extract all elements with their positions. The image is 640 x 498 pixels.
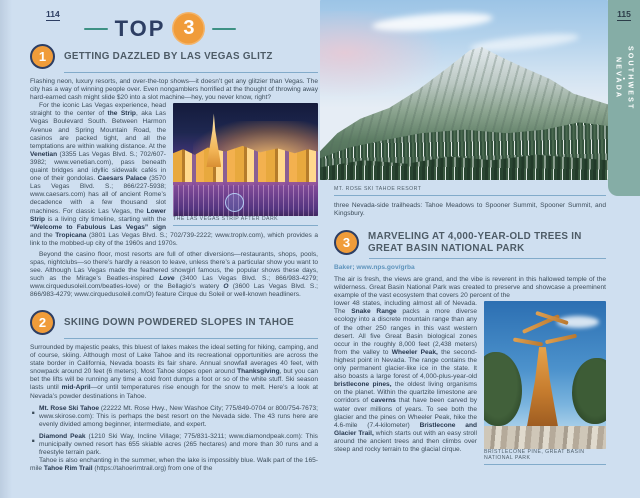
great-basin-location-link: Baker; www.nps.gov/grba — [334, 264, 415, 271]
top3-logo — [0, 12, 320, 45]
section-1-closing-paragraph: Beyond the casino floor, most resorts are full of other diversions—restaurants, shops, pools, spas, nightclubs—so there’s hardly a reason to leave, unless there’s a particular show you want to see. Although Las Vegas made the feathered showgirl famous, the popular shows these days, such as the Mirage’s Beatles-inspired Love (3400 Las Vegas Blvd. S.; 866/983-4279; www.cirquedusoleil.com/beatles-love) or the Bellagio’s watery O (3600 Las Vegas Blvd. S.; 866/983-4279; www.cirquedusoleil.com/O) feature Cirque du Soleil or well-known headliners. — [30, 250, 319, 299]
bullet-marker: · — [31, 404, 37, 422]
chapter-state-label: NEVADA — [614, 57, 622, 100]
tree-branch-shape — [513, 337, 543, 346]
section-2-title: SKIING DOWN POWDERED SLOPES IN TAHOE — [64, 316, 294, 328]
green-pine-left-shape — [484, 352, 522, 426]
section-3-body-paragraph: lower 48 states, including almost all of Nevada. The Snake Range packs a more diverse ecology into a discrete mountain range than any of the other 250 ranges in this vast western desert. All five Great Basin biological zones occur in the roughly 8,000 feet (2,438 meters) from the valley to Wheeler Peak, the second-highest point in Nevada. The range contains the only permanent glacier-like ice in the state. It also boasts a large forest of 4,000-plus-year-old bristlecone pines, the oldest living organisms on the planet. Within the quartzite limestone are corridors of caverns that have been carved by water over millions of years. To see both the glacier and the pines on Wheeler Peak, hike the 4.6-mile (7.4-kilometer) Bristlecone and Glacier Trail, which starts out with an easy stroll around the ancient trees and then climbs over steep and rocky terrain to the glacial cirque. — [334, 300, 477, 453]
section-2-title-rule — [64, 338, 318, 339]
section-2-closing-paragraph: Tahoe is also enchanting in the summer, when the lake is impossibly blue. Walk part of the 165-mile Tahoe Rim Trail (https://tahoerimtrail.org) from one of the — [30, 457, 318, 473]
page-edge-shading — [0, 0, 12, 498]
chapter-tab-label — [615, 46, 634, 111]
logo-number: 3 — [183, 17, 195, 39]
bristlecone-photo-caption: BRISTLECONE PINE, GREAT BASIN NATIONAL PARK — [484, 449, 585, 462]
section-2-header — [30, 310, 318, 335]
tree-branch-shape — [545, 334, 577, 345]
section-1-number: 1 — [38, 49, 47, 64]
las-vegas-caption-rule — [173, 225, 318, 226]
mt-rose-caption-rule — [334, 195, 606, 196]
logo-left-line — [84, 28, 108, 30]
section-3-number: 3 — [342, 235, 351, 250]
las-vegas-strip-photo — [173, 103, 318, 216]
chapter-tab — [608, 0, 640, 196]
list-item-mt-rose — [30, 405, 318, 429]
section-1-intro-paragraph: Flashing neon, luxury resorts, and over-the-top shows—it doesn’t get any glitzier than Vegas. The city has a way of winning people over. Even nongamblers horrified at the thought of throwing away hard-earned cash might slide $20 into a slot machine—hey, you never know, right? — [30, 78, 318, 102]
section-3-wrap — [334, 300, 606, 462]
logo-word: TOP — [114, 15, 166, 41]
section-3-title-block — [368, 231, 582, 254]
section-las-vegas — [30, 44, 318, 300]
logo-number-badge — [172, 12, 205, 45]
bullet-marker: · — [31, 432, 37, 450]
section-2-number-badge — [30, 310, 55, 335]
section-1-body-paragraph: For the iconic Las Vegas experience, head straight to the center of the Strip, aka Las Vegas Boulevard South. Between Harmon Avenue and Spring Mountain Road, the casinos are packed tight, and all the temptations are within walking distance. At the Venetian (3355 Las Vegas Blvd. S.; 702/607-3982; www.venetian.com), pass beneath quaint bridges and idyllic sidewalk cafés in one of their gondolas. Caesars Palace (3570 Las Vegas Blvd. S.; 866/227-5938; www.caesars.com) has all of ancient Rome’s decadence with a few thousand slot machines. For classic Las Vegas, the Lower Strip is a living city timeline, starting with the “Welcome to Fabulous Las Vegas” sign and the Tropicana (3801 Las Vegas Blvd. S.; 702/739-2222; www.troplv.com), which provides a link to the mobbed-up city of the 1960s and 1970s. — [30, 102, 318, 247]
section-1-header — [30, 44, 318, 69]
page-number-left: 114 — [46, 9, 60, 19]
ferris-wheel-shape — [225, 193, 244, 212]
section-great-basin — [334, 230, 606, 468]
mt-rose-photo-caption: MT. ROSE SKI TAHOE RESORT — [334, 186, 422, 192]
bristlecone-photo-figure — [484, 301, 606, 465]
section-3-title-line1: MARVELING AT 4,000-YEAR-OLD TREES IN — [368, 231, 582, 242]
page-number-right: 115 — [617, 9, 631, 19]
tree-trunk-shape — [525, 347, 559, 427]
bristlecone-pine-photo — [484, 301, 606, 449]
section-1-number-badge — [30, 44, 55, 69]
section-1-title: GETTING DAZZLED BY LAS VEGAS GLITZ — [64, 50, 273, 62]
green-pine-right-shape — [572, 358, 606, 424]
tahoe-continuation-paragraph: three Nevada-side trailheads: Tahoe Meadows to Spooner Summit, Spooner Summit, and Kingsbury. — [334, 202, 606, 218]
las-vegas-photo-figure — [173, 103, 318, 226]
rocky-ground-shape — [484, 426, 606, 450]
section-3-title-line2: GREAT BASIN NATIONAL PARK — [368, 242, 525, 254]
section-3-number-badge — [334, 230, 359, 255]
logo-right-line — [212, 28, 236, 30]
street-lights-shape — [173, 185, 318, 217]
dot-separator-icon: ● — [621, 75, 627, 81]
section-1-title-rule — [64, 72, 318, 73]
section-tahoe — [30, 310, 318, 473]
mt-rose-resort-photo — [320, 0, 608, 180]
section-2-number: 2 — [38, 315, 47, 330]
bristlecone-caption-rule — [484, 464, 606, 465]
section-2-intro-paragraph: Surrounded by majestic peaks, this bluest of lakes makes the ideal setting for hiking, camping, and of course, skiing. Although most of Lake Tahoe and its recreational opportunities are across the state border in California, Nevada boasts its fair share. Annual snowfall averages 40 feet, with snowpack around 20 feet (6 meters). Most Tahoe slopes open around Thanksgiving, but you can bet the lifts will be running any time a cold front dumps a foot or so of the white stuff. Ski season lasts until mid-April—or until temperatures rise enough for the snow to melt. Here’s a look at Nevada’s powder destinations in Tahoe. — [30, 344, 318, 400]
list-item-diamond-peak — [30, 433, 318, 457]
las-vegas-photo-caption: THE LAS VEGAS STRIP AFTER DARK — [173, 216, 279, 223]
section-3-header — [334, 230, 606, 255]
list-item-diamond-peak-text: Diamond Peak (1210 Ski Way, Incline Village; 775/831-3211; www.diamondpeak.com): This municipally owned resort has 655 skiable acres (265 hectares) and more than 30 runs and a freestyle terrain park. — [39, 432, 318, 457]
chapter-region-label: SOUTHWEST — [626, 46, 634, 111]
section-3-lead-paragraph: The air is fresh, the views are grand, and the vibe is reverent in this hallowed temple of the wilderness. Great Basin National Park was created to preserve and showcase a preeminent example of the vast ecosystem that covers 20 percent of the — [334, 276, 606, 300]
section-3-title-rule — [369, 258, 606, 259]
list-item-mt-rose-text: Mt. Rose Ski Tahoe (22222 Mt. Rose Hwy., New Washoe City; 775/849-0704 or 800/754-7673; www.skirose.com): This is perhaps the best resort on the Nevada side. The 43 runs here are evenly divided among beginner, intermediate, and expert. — [39, 404, 318, 428]
section-1-wrap — [30, 102, 318, 299]
